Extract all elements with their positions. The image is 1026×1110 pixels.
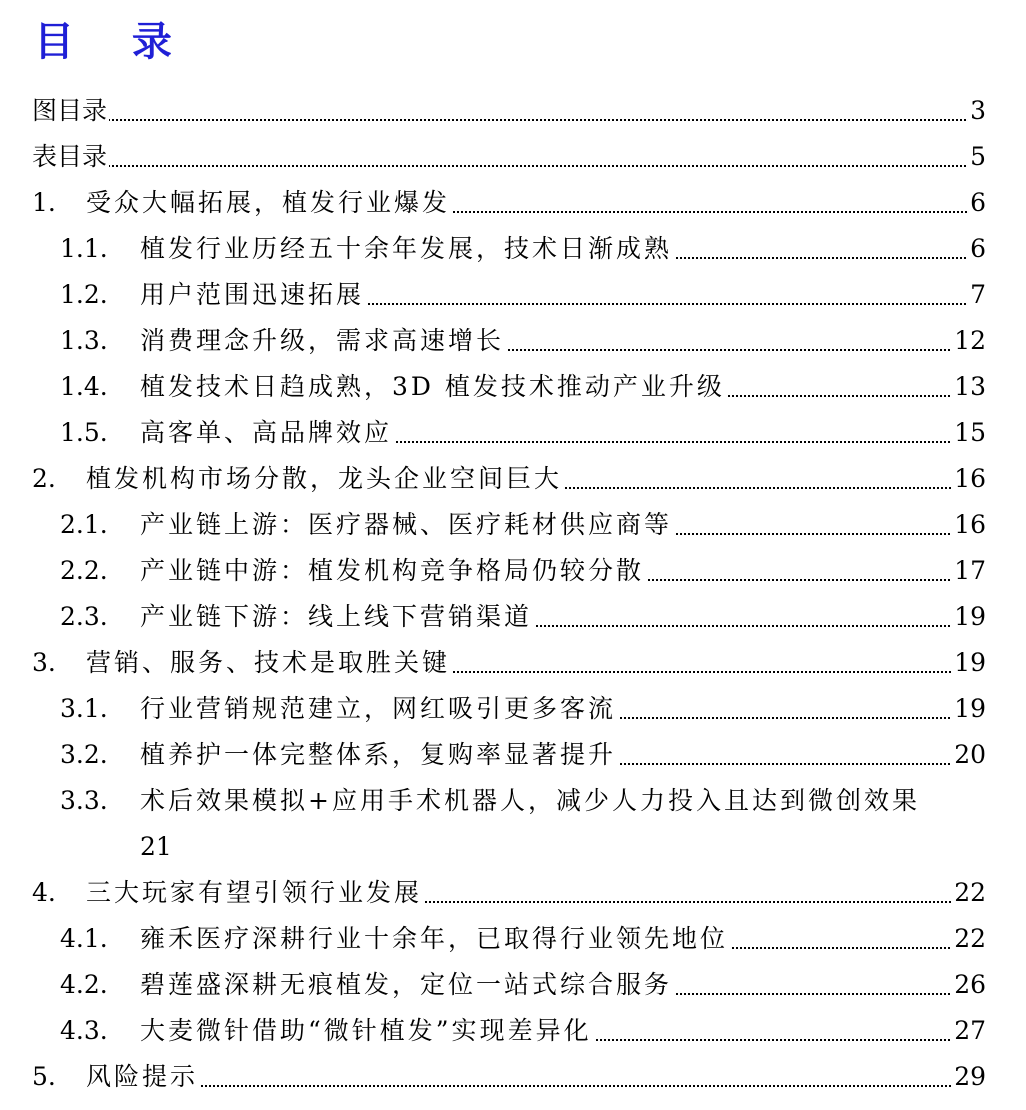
toc-entry-4-3[interactable] [0, 1008, 1026, 1054]
toc-entry-page: 19 [952, 594, 986, 640]
toc-entry-3[interactable] [0, 640, 1026, 686]
toc-entry-page: 29 [952, 1054, 986, 1100]
toc-entry-4-1[interactable] [0, 916, 1026, 962]
dot-leader [32, 119, 986, 121]
toc-entry-page: 5 [968, 134, 986, 180]
toc-entry-number: 3.2. [60, 732, 108, 778]
toc-entry-page: 27 [952, 1008, 986, 1054]
toc-entry-1-4[interactable] [0, 364, 1026, 410]
toc-entry-text[interactable]: 表目录 [32, 134, 109, 180]
toc-entry-number: 2.2. [60, 548, 108, 594]
toc-entry-text[interactable]: 产业链下游：线上线下营销渠道 [140, 594, 534, 640]
toc-entry-text[interactable]: 产业链上游：医疗器械、医疗耗材供应商等 [140, 502, 674, 548]
toc-entry-text[interactable]: 用户范围迅速拓展 [140, 272, 366, 318]
toc-entry-page: 12 [952, 318, 986, 364]
toc-entry-number: 4.3. [60, 1008, 108, 1054]
toc-entry-text[interactable]: 植发行业历经五十余年发展，技术日渐成熟 [140, 226, 674, 272]
toc-entry-number: 1.4. [60, 364, 108, 410]
dot-leader [86, 1085, 986, 1087]
toc-entry-text[interactable]: 高客单、高品牌效应 [140, 410, 394, 456]
toc-entry-number: 1.5. [60, 410, 108, 456]
toc-entry-text[interactable]: 营销、服务、技术是取胜关键 [86, 640, 452, 686]
toc-entry-2[interactable] [0, 456, 1026, 502]
toc-entry-page: 16 [952, 502, 986, 548]
toc-entry-2-3[interactable] [0, 594, 1026, 640]
toc-entry-number: 1.2. [60, 272, 108, 318]
dot-leader [32, 165, 986, 167]
toc-entry-page: 22 [952, 870, 986, 916]
toc-list [0, 88, 1026, 1100]
toc-entry-number: 2.3. [60, 594, 108, 640]
toc-entry-2-1[interactable] [0, 502, 1026, 548]
toc-entry-number: 4. [32, 870, 56, 916]
toc-entry-text[interactable]: 消费理念升级，需求高速增长 [140, 318, 506, 364]
toc-entry-number: 4.1. [60, 916, 108, 962]
toc-entry-page: 21 [140, 832, 172, 861]
toc-entry-text[interactable]: 术后效果模拟+应用手术机器人，减少人力投入且达到微创效果 [140, 778, 922, 824]
toc-entry-text[interactable]: 风险提示 [86, 1054, 200, 1100]
toc-entry-number: 1. [32, 180, 56, 226]
toc-entry-3-2[interactable] [0, 732, 1026, 778]
toc-entry-page: 19 [952, 686, 986, 732]
toc-entry-page: 13 [952, 364, 986, 410]
toc-entry-text[interactable]: 植发技术日趋成熟，3D 植发技术推动产业升级 [140, 364, 727, 410]
toc-entry-text[interactable]: 产业链中游：植发机构竞争格局仍较分散 [140, 548, 646, 594]
toc-entry-1-2[interactable] [0, 272, 1026, 318]
toc-entry-page: 6 [968, 180, 986, 226]
toc-entry-text[interactable]: 三大玩家有望引领行业发展 [86, 870, 424, 916]
toc-entry-1[interactable] [0, 180, 1026, 226]
toc-entry-page: 19 [952, 640, 986, 686]
toc-entry-1-1[interactable] [0, 226, 1026, 272]
toc-entry-page: 3 [968, 88, 986, 134]
toc-entry-page: 16 [952, 456, 986, 502]
toc-entry-3-3[interactable] [0, 778, 1026, 824]
toc-entry-text[interactable]: 大麦微针借助“微针植发”实现差异化 [140, 1008, 594, 1054]
toc-entry-page: 15 [952, 410, 986, 456]
toc-entry-number: 2.1. [60, 502, 108, 548]
toc-entry-1-5[interactable] [0, 410, 1026, 456]
toc-entry-page: 20 [952, 732, 986, 778]
toc-entry-page: 17 [952, 548, 986, 594]
toc-entry-5[interactable] [0, 1054, 1026, 1100]
toc-entry-text[interactable]: 受众大幅拓展，植发行业爆发 [86, 180, 452, 226]
toc-entry-tables[interactable] [0, 134, 1026, 180]
toc-entry-number: 1.1. [60, 226, 108, 272]
toc-entry-page: 22 [952, 916, 986, 962]
toc-entry-2-2[interactable] [0, 548, 1026, 594]
toc-entry-text[interactable]: 图目录 [32, 88, 109, 134]
toc-entry-number: 5. [32, 1054, 56, 1100]
toc-entry-3-3-continuation[interactable] [0, 824, 1026, 870]
toc-entry-3-1[interactable] [0, 686, 1026, 732]
toc-entry-number: 1.3. [60, 318, 108, 364]
toc-entry-page: 7 [968, 272, 986, 318]
toc-entry-number: 4.2. [60, 962, 108, 1008]
toc-entry-text[interactable]: 植养护一体完整体系，复购率显著提升 [140, 732, 618, 778]
toc-title: 目 录 [34, 18, 194, 65]
toc-entry-text[interactable]: 行业营销规范建立，网红吸引更多客流 [140, 686, 618, 732]
toc-entry-page: 26 [952, 962, 986, 1008]
toc-entry-number: 3. [32, 640, 56, 686]
toc-entry-text[interactable]: 植发机构市场分散，龙头企业空间巨大 [86, 456, 564, 502]
toc-entry-figures[interactable] [0, 88, 1026, 134]
toc-entry-1-3[interactable] [0, 318, 1026, 364]
toc-entry-4[interactable] [0, 870, 1026, 916]
toc-entry-number: 3.3. [60, 778, 108, 824]
toc-entry-page: 6 [968, 226, 986, 272]
toc-entry-number: 2. [32, 456, 56, 502]
toc-entry-text[interactable]: 碧莲盛深耕无痕植发，定位一站式综合服务 [140, 962, 674, 1008]
toc-entry-text[interactable]: 雍禾医疗深耕行业十余年，已取得行业领先地位 [140, 916, 730, 962]
toc-entry-4-2[interactable] [0, 962, 1026, 1008]
toc-entry-number: 3.1. [60, 686, 108, 732]
